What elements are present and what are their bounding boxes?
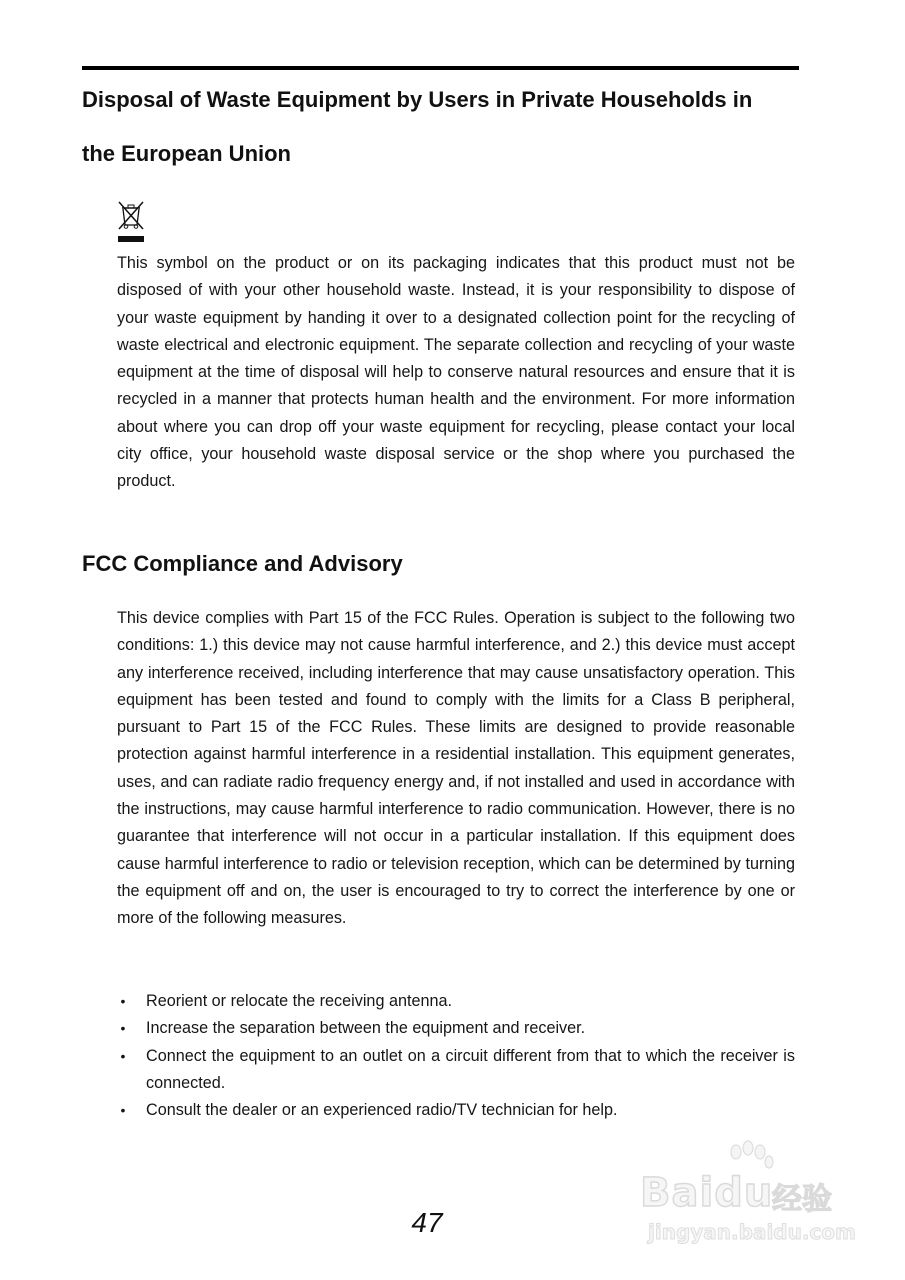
list-item-text: Connect the equipment to an outlet on a circuit different from that to which the receiver is connected. [146, 1046, 795, 1092]
fcc-measures-list [117, 988, 795, 1124]
bullet-icon: • [120, 993, 126, 1009]
top-rule [82, 66, 799, 70]
fcc-paragraph: This device complies with Part 15 of the FCC Rules. Operation is subject to the following two conditions: 1.) this device may not cause harmful interference, and 2.) this device must accept any interference received, including interference that may cause unsatisfactory operation. This equipment has been tested and found to comply with the limits for a Class B peripheral, pursuant to Part 15 of the FCC Rules. These limits are designed to provide reasonable protection against harmful interference in a residential installation. This equipment generates, uses, and can radiate radio frequency energy and, if not installed and used in accordance with the instructions, may cause harmful interference to radio communication. However, there is no guarantee that interference will not occur in a particular installation. If this equipment does cause harmful interference to radio or television reception, which can be determined by turning the equipment off and on, the user is encouraged to try to correct the interference by one or more of the following measures. [117, 609, 795, 928]
bullet-icon: • [120, 1047, 126, 1064]
list-item [117, 988, 795, 1015]
crossed-out-wheelie-bin-icon [116, 199, 146, 245]
heading-fcc: FCC Compliance and Advisory [82, 551, 403, 576]
heading-weee-line2: the European Union [82, 141, 291, 166]
watermark-url: jingyan.baidu.com [648, 1220, 856, 1244]
list-item [117, 1097, 795, 1124]
list-item [117, 1043, 795, 1098]
bullet-icon: • [120, 1102, 126, 1119]
list-item [117, 1015, 795, 1042]
weee-paragraph: This symbol on the product or on its packaging indicates that this product must not be disposed of with your other household waste. Instead, it is your responsibility to dispose of your waste equipment by handing it over to a designated collection point for the recycling of waste electrical and electronic equipment. The separate collection and recycling of your waste equipment at the time of disposal will help to conserve natural resources and ensure that it is recycled in a manner that protects human health and the environment. For more information about where you can drop off your waste equipment for recycling, please contact your local city office, your household waste disposal service or the shop where you purchased the product. [117, 254, 795, 491]
page-number: 47 [411, 1207, 443, 1238]
list-item-text: Consult the dealer or an experienced radio/TV technician for help. [146, 1101, 618, 1120]
watermark-chinese: 经验 [772, 1182, 832, 1217]
baidu-jingyan-watermark [640, 1140, 860, 1250]
watermark-brand: Baidu [640, 1170, 774, 1216]
list-item-text: Increase the separation between the equipment and receiver. [146, 1019, 586, 1038]
bullet-icon: • [120, 1020, 126, 1037]
list-item-text: Reorient or relocate the receiving antenna. [146, 992, 452, 1010]
heading-weee-line1: Disposal of Waste Equipment by Users in Private Households in [82, 87, 753, 112]
